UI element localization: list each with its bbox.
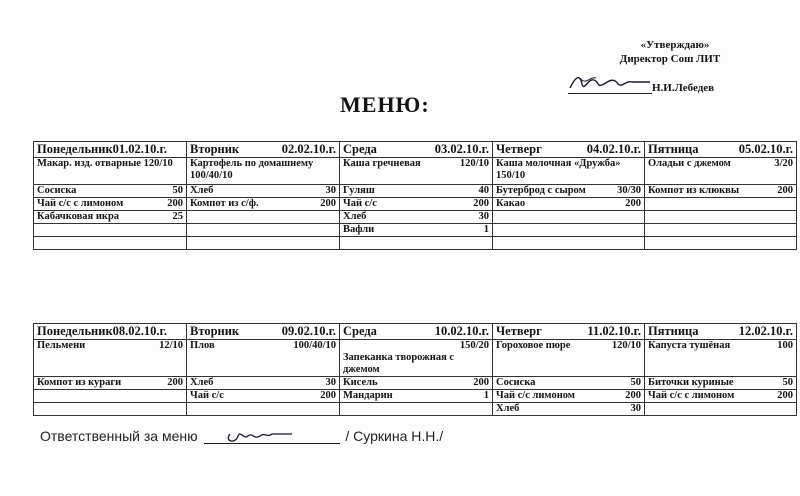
dish-quantity: 30 [630, 403, 641, 414]
dish-quantity: 25 [172, 211, 183, 222]
dish-quantity: 30/30 [617, 185, 641, 196]
menu-cell [645, 403, 797, 416]
director-name: Н.И.Лебедев [652, 82, 715, 94]
day-header [340, 324, 493, 340]
table-row [34, 185, 797, 198]
director-title: Директор Сош ЛИТ [619, 53, 721, 65]
dish-name: Оладьи с джемом [648, 158, 731, 169]
menu-cell [645, 211, 797, 224]
day-name: Пятница [648, 142, 699, 156]
menu-cell [34, 237, 187, 250]
dish-name: Биточки куриные [648, 377, 734, 388]
menu-cell [645, 377, 797, 390]
menu-table-week1 [33, 141, 797, 250]
day-name: Четверг [496, 324, 542, 338]
dish-name: Чай с/с лимоном [496, 390, 575, 401]
dish-quantity: 30 [325, 185, 336, 196]
dish-name: Запеканка творожная с джемом [343, 352, 455, 375]
menu-cell [493, 377, 645, 390]
day-date: 04.02.10.г. [586, 142, 641, 156]
table-row [34, 198, 797, 211]
dish-quantity: 200 [320, 390, 336, 401]
dish-quantity: 200 [777, 185, 793, 196]
dish-name: Какао [496, 198, 526, 209]
day-name: Вторник [190, 324, 240, 338]
day-header [187, 324, 340, 340]
dish-name: Чай с/с [190, 390, 224, 401]
table-row [34, 377, 797, 390]
dish-name: Сосиска [496, 377, 536, 388]
menu-cell [493, 185, 645, 198]
day-header [187, 142, 340, 158]
dish-quantity: 100/40/10 [293, 340, 336, 351]
menu-cell [493, 211, 645, 224]
day-date: 08.02.10.г. [112, 324, 167, 338]
day-date: 12.02.10.г. [738, 324, 793, 338]
dish-quantity: 150/20 [459, 340, 489, 351]
menu-cell [340, 185, 493, 198]
dish-name: Кабачковая икра [37, 211, 120, 222]
dish-name: Компот из клюквы [648, 185, 740, 196]
menu-cell [187, 377, 340, 390]
dish-name: Вафли [343, 224, 375, 235]
menu-cell [34, 377, 187, 390]
dish-quantity: 1 [483, 224, 489, 235]
dish-quantity: 3/20 [774, 158, 793, 169]
day-header [493, 142, 645, 158]
dish-quantity: 200 [167, 198, 183, 209]
dish-name: Чай с/с с лимоном [37, 198, 124, 209]
dish-quantity: 30 [478, 211, 489, 222]
menu-cell [34, 403, 187, 416]
menu-cell [34, 224, 187, 237]
menu-cell [34, 158, 187, 185]
menu-cell [340, 340, 493, 377]
menu-cell [645, 340, 797, 377]
dish-quantity: 30 [325, 377, 336, 388]
dish-name: Каша молочная «Дружба» 150/10 [496, 158, 621, 181]
responsible-signature [222, 422, 302, 448]
dish-quantity: 200 [777, 390, 793, 401]
menu-cell [645, 198, 797, 211]
dish-name: Компот из кураги [37, 377, 122, 388]
dish-name: Плов [190, 340, 215, 351]
menu-cell [34, 390, 187, 403]
dish-quantity: 12/10 [159, 340, 183, 351]
dish-quantity: 40 [478, 185, 489, 196]
day-date: 11.02.10.г. [587, 324, 641, 338]
menu-body [34, 340, 797, 416]
dish-quantity: 100 [777, 340, 793, 351]
menu-cell [493, 198, 645, 211]
dish-name: Кисель [343, 377, 378, 388]
menu-cell [340, 237, 493, 250]
approval-block [590, 38, 760, 66]
dish-quantity: 200 [473, 377, 489, 388]
day-date: 05.02.10.г. [738, 142, 793, 156]
dish-name: Картофель по домашнему 100/40/10 [190, 158, 314, 181]
dish-name: Хлеб [190, 377, 214, 388]
dish-name: Каша гречневая [343, 158, 421, 169]
day-header [34, 142, 187, 158]
dish-name: Гороховое пюре [496, 340, 571, 351]
day-date: 02.02.10.г. [281, 142, 336, 156]
menu-cell [645, 158, 797, 185]
dish-quantity: 50 [172, 185, 183, 196]
day-header-row [34, 324, 797, 340]
dish-name: Пельмени [37, 340, 86, 351]
day-date: 03.02.10.г. [434, 142, 489, 156]
menu-cell [187, 237, 340, 250]
menu-cell [187, 390, 340, 403]
day-header-row [34, 142, 797, 158]
day-name: Вторник [190, 142, 240, 156]
day-name: Понедельник [37, 142, 113, 156]
dish-quantity: 200 [167, 377, 183, 388]
menu-cell [340, 198, 493, 211]
dish-quantity: 50 [630, 377, 641, 388]
dish-name: Сосиска [37, 185, 77, 196]
menu-cell [493, 390, 645, 403]
day-name: Понедельник [37, 324, 113, 338]
table-row [34, 340, 797, 377]
menu-cell [34, 211, 187, 224]
dish-quantity: 200 [625, 390, 641, 401]
table-row [34, 158, 797, 185]
director-signature-line [568, 82, 714, 94]
menu-cell [187, 185, 340, 198]
day-header [493, 324, 645, 340]
menu-cell [340, 403, 493, 416]
dish-quantity: 120/10 [611, 340, 641, 351]
dish-name: Хлеб [190, 185, 214, 196]
menu-cell [187, 403, 340, 416]
menu-cell [645, 185, 797, 198]
day-header [34, 324, 187, 340]
table-row [34, 237, 797, 250]
menu-cell [34, 340, 187, 377]
day-header [340, 142, 493, 158]
day-date: 01.02.10.г. [112, 142, 167, 156]
dish-name: Хлеб [343, 211, 367, 222]
day-header [645, 142, 797, 158]
menu-title: МЕНЮ: [340, 92, 430, 117]
menu-cell [493, 158, 645, 185]
dish-name: Чай с/с с лимоном [648, 390, 735, 401]
dish-quantity: 200 [625, 198, 641, 209]
day-name: Пятница [648, 324, 699, 338]
menu-body [34, 158, 797, 250]
menu-cell [187, 340, 340, 377]
dish-name: Чай с/с [343, 198, 377, 209]
day-date: 09.02.10.г. [281, 324, 336, 338]
menu-cell [493, 340, 645, 377]
menu-cell [340, 224, 493, 237]
dish-name: Макар. изд. отварные 120/10 [37, 158, 173, 169]
menu-cell [340, 211, 493, 224]
table-row [34, 390, 797, 403]
menu-cell [493, 224, 645, 237]
menu-cell [187, 158, 340, 185]
menu-cell [493, 237, 645, 250]
dish-name: Хлеб [496, 403, 520, 414]
menu-cell [34, 198, 187, 211]
day-name: Среда [343, 142, 377, 156]
menu-cell [187, 211, 340, 224]
menu-cell [645, 237, 797, 250]
dish-quantity: 200 [473, 198, 489, 209]
dish-quantity: 1 [483, 390, 489, 401]
dish-name: Бутерброд с сыром [496, 185, 586, 196]
menu-cell [493, 403, 645, 416]
menu-cell [340, 158, 493, 185]
table-row [34, 211, 797, 224]
menu-cell [340, 377, 493, 390]
responsible-label: Ответственный за меню [40, 428, 198, 444]
table-row [34, 224, 797, 237]
approve-heading: «Утверждаю» [640, 39, 710, 51]
dish-quantity: 120/10 [459, 158, 489, 169]
day-header [645, 324, 797, 340]
day-date: 10.02.10.г. [434, 324, 489, 338]
dish-quantity: 200 [320, 198, 336, 209]
table-row [34, 403, 797, 416]
menu-cell [187, 198, 340, 211]
dish-name: Капуста тушёная [648, 340, 731, 351]
dish-name: Компот из с/ф. [190, 198, 259, 209]
dish-name: Гуляш [343, 185, 375, 196]
menu-cell [645, 390, 797, 403]
day-name: Среда [343, 324, 377, 338]
menu-table-week2 [33, 323, 797, 416]
menu-cell [340, 390, 493, 403]
day-name: Четверг [496, 142, 542, 156]
signature-underline [568, 83, 652, 94]
dish-quantity: 50 [782, 377, 793, 388]
menu-cell [34, 185, 187, 198]
dish-name: Мандарин [343, 390, 393, 401]
menu-cell [187, 224, 340, 237]
responsible-name: / Суркина Н.Н./ [345, 428, 444, 444]
menu-cell [645, 224, 797, 237]
